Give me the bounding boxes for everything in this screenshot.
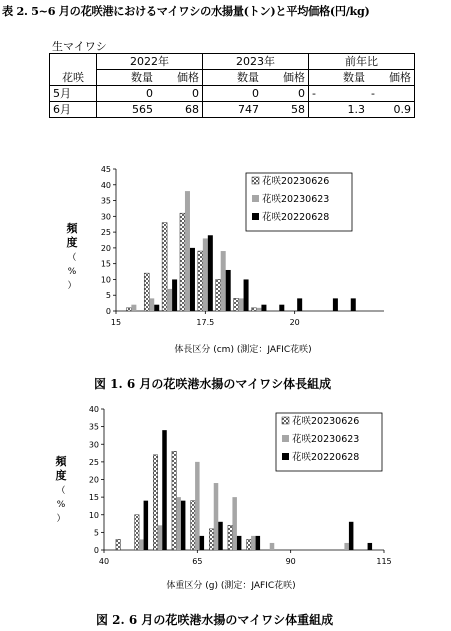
bar [139,539,144,550]
legend-label: 花咲20220628 [262,212,330,223]
y-tick-label: 25 [88,457,99,467]
y-tick-label: 35 [88,422,99,432]
bar [158,525,163,550]
table2-subtitle: 生マイワシ [52,40,107,53]
x-tick-label: 65 [192,557,203,566]
y-axis-label-char: % [67,267,77,277]
legend-label: 花咲20230623 [292,434,360,445]
bar [153,455,158,550]
y-tick-label: 0 [105,307,111,316]
x-tick-label: 17.5 [196,318,215,327]
y-tick-label: 20 [88,475,99,485]
y-tick-label: 40 [88,405,99,414]
y-axis-label-char: 頻 [55,455,67,468]
sub-header-cell: 数量 [97,70,157,86]
y-tick-label: 35 [100,196,111,206]
table-cell: - [309,86,369,102]
bar [256,536,260,550]
bar [144,501,149,550]
sub-header-cell: 価格 [156,70,203,86]
y-axis-label-char: （ [56,486,66,496]
table-cell: 58 [262,102,309,118]
y-axis-label-char: 度 [66,236,78,249]
table-cell: 0.9 [368,102,415,118]
sub-header-cell: 価格 [262,70,309,86]
table-cell: 0 [262,86,309,102]
bar [232,497,237,550]
row-header-label: 花咲 [50,70,97,86]
bar [162,430,167,550]
table-cell: 0 [156,86,203,102]
legend [276,413,382,471]
y-tick-label: 30 [88,440,99,450]
sub-header-cell: 数量 [309,70,369,86]
legend-swatch [282,435,289,442]
bar [344,543,349,550]
bar [270,543,275,550]
y-tick-label: 30 [100,212,111,222]
x-tick-label: 90 [285,557,296,566]
bar [214,483,219,550]
y-axis-label-char: 度 [55,469,67,482]
bar [247,539,252,550]
table2-title: 表 2. 5~6 月の花咲港におけるマイワシの水揚量(トン)と平均価格(円/kg) [2,4,370,18]
legend-label: 花咲20230623 [262,194,330,205]
bar [200,536,205,550]
y-axis-label-char: 頻 [66,222,78,235]
legend-swatch [282,453,289,460]
y-tick-label: 10 [100,275,111,285]
legend-label: 花咲20230626 [262,176,330,187]
x-axis-label: 体重区分 (g) (測定：JAFIC花咲) [166,581,296,591]
group-header-2022: 2022年 [97,54,203,70]
bar [172,451,177,550]
y-tick-label: 25 [100,228,111,238]
table-cell: 68 [156,102,203,118]
table-cell: 0 [97,86,157,102]
x-tick-label: 20 [289,318,300,327]
bar [349,522,354,550]
x-axis-label: 体長区分 (cm) (測定：JAFIC花咲) [174,345,312,355]
bar [176,497,181,550]
legend-label: 花咲20220628 [292,452,360,463]
y-tick-label: 15 [88,493,99,503]
y-tick-label: 20 [100,243,111,253]
y-tick-label: 10 [88,510,99,520]
x-tick-label: 115 [376,557,392,566]
y-axis-label-char: ） [67,281,77,291]
group-header-2023: 2023年 [203,54,309,70]
y-tick-label: 5 [93,528,99,538]
row-label: 6月 [50,102,97,118]
bar [181,501,186,550]
bar [228,525,233,550]
bar [195,462,200,550]
x-tick-label: 15 [110,318,122,327]
figure2-caption: 図 2. 6 月の花咲港水揚のマイワシ体重組成 [96,613,334,627]
y-tick-label: 5 [105,291,111,301]
y-axis-label-char: % [56,500,66,510]
bar [251,536,256,550]
bar [191,501,196,550]
y-tick-label: 40 [100,180,111,190]
bar [368,543,373,550]
bar [209,529,214,550]
table-cell: 747 [203,102,263,118]
group-header-ratio: 前年比 [309,54,415,70]
figure1-caption: 図 1. 6 月の花咲港水揚のマイワシ体長組成 [94,377,332,391]
legend-label: 花咲20230626 [292,416,360,427]
sub-header-cell: 価格 [368,70,415,86]
row-label: 5月 [50,86,97,102]
bar [218,522,223,550]
x-tick-label: 40 [98,557,110,566]
y-tick-label: 15 [100,259,111,269]
bar [116,539,121,550]
y-axis-label-char: ） [56,514,66,524]
y-tick-label: 0 [93,546,99,555]
table-cell: 0 [203,86,263,102]
bar [237,536,242,550]
sub-header-cell: 数量 [203,70,263,86]
y-axis-label-char: （ [67,253,77,263]
table-cell: - [368,86,415,102]
legend-swatch [282,417,289,424]
table-cell: 1.3 [309,102,369,118]
bar [135,515,140,550]
y-tick-label: 45 [100,165,111,174]
table-cell: 565 [97,102,157,118]
